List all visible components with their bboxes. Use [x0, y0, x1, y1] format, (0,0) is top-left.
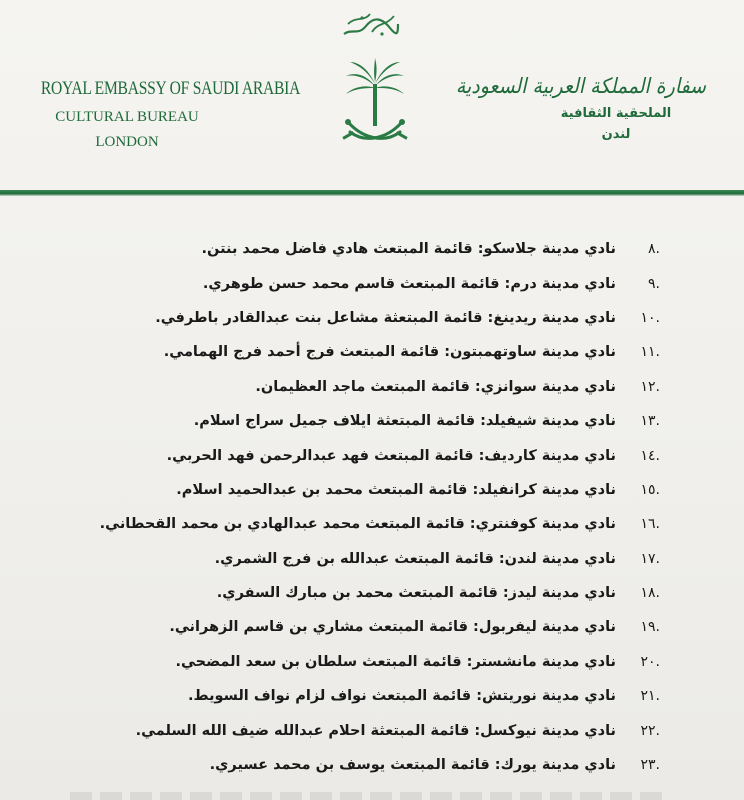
arabic-letterhead [455, 74, 716, 142]
item-number: .٢٢ [640, 722, 660, 739]
list-item [150, 404, 660, 438]
item-text: نادي مدينة كارديف: قائمة المبتعث فهد عبدالرحمن فهد الحربي. [166, 447, 616, 464]
item-text: نادي مدينة لندن: قائمة المبتعث عبدالله بن فرج الشمري. [214, 550, 616, 567]
footer-text-cropped [70, 792, 670, 800]
list-item [150, 576, 660, 610]
item-text: نادي مدينة ليفربول: قائمة المبتعث مشاري بن قاسم الزهراني. [169, 619, 616, 636]
list-item [150, 473, 660, 507]
item-number: .٢٣ [640, 757, 660, 774]
embassy-name-ar: سفارة المملكة العربية السعودية [455, 74, 706, 98]
item-text: نادي مدينة نوريتش: قائمة المبتعث نواف لزام نواف السويط. [188, 688, 616, 705]
item-text: نادي مدينة نيوكسل: قائمة المبتعثة احلام عبدالله ضيف الله السلمي. [135, 722, 616, 739]
list-item [150, 645, 660, 679]
item-number: .١٥ [640, 481, 660, 498]
list-item [135, 713, 660, 747]
item-number: .١٠ [640, 309, 660, 326]
item-number: .١٩ [640, 619, 660, 636]
item-text: نادي مدينة كوفنتري: قائمة المبتعث محمد عبدالهادي بن محمد القحطاني. [99, 516, 616, 533]
list-item [150, 748, 660, 782]
item-number: .٢١ [640, 688, 660, 705]
list-item [99, 507, 660, 541]
bureau-name-en: CULTURAL BUREAU [55, 109, 199, 125]
item-number: .٨ [648, 241, 660, 258]
clubs-list [99, 232, 660, 782]
english-letterhead [22, 78, 301, 151]
item-number: .١٦ [640, 516, 660, 533]
item-number: .١١ [640, 344, 660, 361]
item-text: نادي مدينة كرانفيلد: قائمة المبتعث محمد بن عبدالحميد اسلام. [176, 481, 616, 498]
item-number: .١٣ [640, 413, 660, 430]
item-number: .١٧ [640, 550, 660, 567]
item-text: نادي مدينة جلاسكو: قائمة المبتعث هادي فاضل محمد بنتن. [201, 241, 616, 258]
city-name-ar: لندن [601, 127, 631, 142]
list-item [150, 266, 660, 300]
item-text: نادي مدينة شيفيلد: قائمة المبتعثة ايلاف جميل سراج اسلام. [193, 413, 616, 430]
item-number: .١٢ [640, 378, 660, 395]
list-item [150, 438, 660, 472]
palm-swords-emblem-icon [340, 58, 410, 154]
item-number: .١٨ [640, 585, 660, 602]
item-number: .٢٠ [640, 653, 660, 670]
embassy-name-en: ROYAL EMBASSY OF SAUDI ARABIA [40, 78, 301, 99]
item-text: نادي مدينة ساوتهمبتون: قائمة المبتعث فرج أحمد فرج الهمامي. [163, 344, 616, 361]
list-item [150, 232, 660, 266]
bureau-name-ar: الملحقية الثقافية [560, 106, 672, 121]
list-item [150, 542, 660, 576]
list-item [150, 679, 660, 713]
list-item [150, 335, 660, 369]
header-divider [0, 190, 744, 196]
item-text: نادي مدينة مانشستر: قائمة المبتعث سلطان بن سعد المضحي. [175, 653, 616, 670]
item-text: نادي مدينة درم: قائمة المبتعث قاسم محمد حسن طوهري. [202, 275, 616, 292]
item-text: نادي مدينة سوانزي: قائمة المبتعث ماجد العظيمان. [255, 378, 616, 395]
item-text: نادي مدينة ريدينغ: قائمة المبتعثة مشاعل بنت عبدالقادر باطرفي. [155, 309, 616, 326]
list-item [150, 370, 660, 404]
item-number: .٩ [648, 275, 660, 292]
letterhead [0, 0, 744, 196]
list-item [150, 610, 660, 644]
calligraphy-seal-icon [338, 8, 402, 40]
item-text: نادي مدينة ليدز: قائمة المبتعث محمد بن مبارك السفري. [216, 585, 616, 602]
item-text: نادي مدينة يورك: قائمة المبتعث يوسف بن محمد عسيري. [209, 757, 616, 774]
city-name-en: LONDON [95, 134, 159, 150]
item-number: .١٤ [640, 447, 660, 464]
list-item [150, 301, 660, 335]
